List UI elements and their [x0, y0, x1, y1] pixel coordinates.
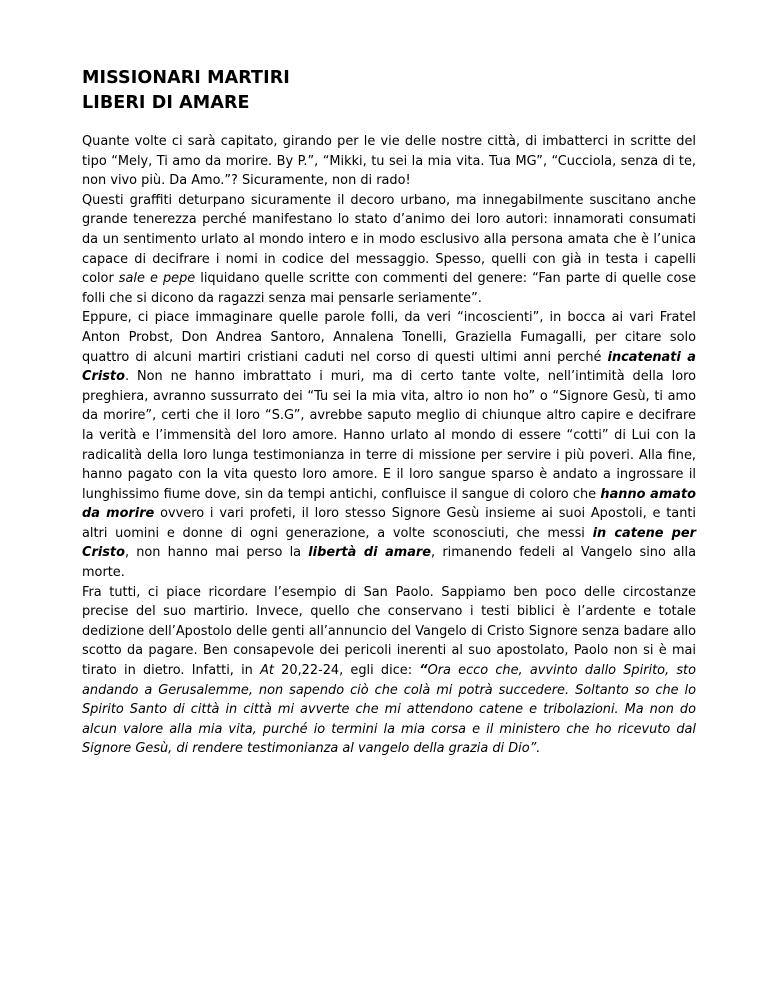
document-body — [82, 132, 696, 759]
paragraph-4 — [82, 583, 696, 759]
paragraph-2 — [82, 191, 696, 309]
emphasis-text: “ — [419, 663, 428, 679]
emphasis-text: hanno amato da morire — [82, 486, 697, 522]
title-line-2: LIBERI DI AMARE — [82, 93, 250, 113]
body-text: Eppure, ci piace immaginare quelle parole folli, da veri “incoscienti”, in bocca ai vari Fratel Anton Probst, Don Andrea Santoro, Annalena Tonelli, Graziella Fumagalli, per citare solo quattro di alcuni martiri cristiani caduti nel corso di questi ultimi anni perché — [82, 310, 696, 365]
emphasis-text: incatenati a Cristo — [82, 349, 697, 385]
italic-text: sale e pepe — [118, 271, 196, 287]
body-text: 20,22-24, egli dice: — [273, 663, 420, 679]
document-page — [82, 66, 696, 759]
body-text: , rimanendo fedeli al Vangelo sino alla morte. — [82, 545, 696, 581]
emphasis-text: libertà di amare — [308, 545, 432, 561]
body-text: liquidano quelle scritte con commenti del genere: “Fan parte di quelle cose folli che si dicono da ragazzi senza mai pensarle seriamente”. — [82, 271, 696, 306]
body-text: Questi graffiti deturpano sicuramente il decoro urbano, ma innegabilmente suscitano anche grande tenerezza perché manifestano lo stato d’animo dei loro autori: innamorati consumati da un sentimento urlato al mondo intero e in modo esclusivo alla persona amata che è l’unica capace di decifrare i nomi in codice del messaggio. Spesso, quelli con già in testa i capelli color — [82, 192, 696, 287]
paragraph-1 — [82, 132, 696, 191]
italic-text: At — [260, 663, 274, 679]
body-text: . Non ne hanno imbrattato i muri, ma di certo tante volte, nell’intimità della loro preghiera, avranno sussurrato dei “Tu sei la mia vita, altro io non ho” o “Signore Gesù, ti amo da morire”, certi che il loro “S.G”, avrebbe saputo meglio di chiunque altro capire e decifrare la verità e l’immensità del loro amore. Hanno urlato al mondo di essere “cotti” di Lui con la radicalità della loro lunga testimonianza in terre di missione per servire i più poveri. Alla fine, hanno pagato con la vita questo loro amore. E il loro sangue sparso è andato a ingrossare il lunghissimo fiume dove, sin da tempi antichi, confluisce il sangue di coloro che — [82, 369, 696, 502]
italic-text: Ora ecco che, avvinto dallo Spirito, sto andando a Gerusalemme, non sapendo ciò che colà mi potrà succedere. Soltanto so che lo Spirito Santo di città in città mi avverte che mi attendono catene e tribolazioni. Ma non do alcun valore alla mia vita, purché io termini la mia corsa e il ministero che ho ricevuto dal Signore Gesù, di rendere testimonianza al vangelo della grazia di Dio”. — [82, 663, 696, 757]
body-text: Quante volte ci sarà capitato, girando per le vie delle nostre città, di imbatterci in scritte del tipo “Mely, Ti amo da morire. By P.”, “Mikki, tu sei la mia vita. Tua MG”, “Cucciola, senza di te, non vivo più. Da Amo.”? Sicuramente, non di rado! — [82, 134, 696, 189]
body-text: ovvero i vari profeti, il loro stesso Signore Gesù insieme ai suoi Apostoli, e tanti altri uomini e donne di ogni generazione, a volte sconosciuti, che messi — [82, 506, 697, 541]
emphasis-text: in catene per Cristo — [82, 525, 696, 561]
body-text: , non hanno mai perso la — [124, 545, 309, 561]
document-title — [82, 66, 696, 116]
title-line-1: MISSIONARI MARTIRI — [82, 68, 290, 88]
body-text: Fra tutti, ci piace ricordare l’esempio di San Paolo. Sappiamo ben poco delle circostanze precise del suo martirio. Invece, quello che conservano i testi biblici è l’ardente e totale dedizione dell’Apostolo delle genti all’annuncio del Vangelo di Cristo Signore senza badare allo scotto da pagare. Ben consapevole dei pericoli inerenti al suo apostolato, Paolo non si è mai tirato in dietro. Infatti, in — [82, 584, 696, 679]
paragraph-3 — [82, 308, 696, 582]
